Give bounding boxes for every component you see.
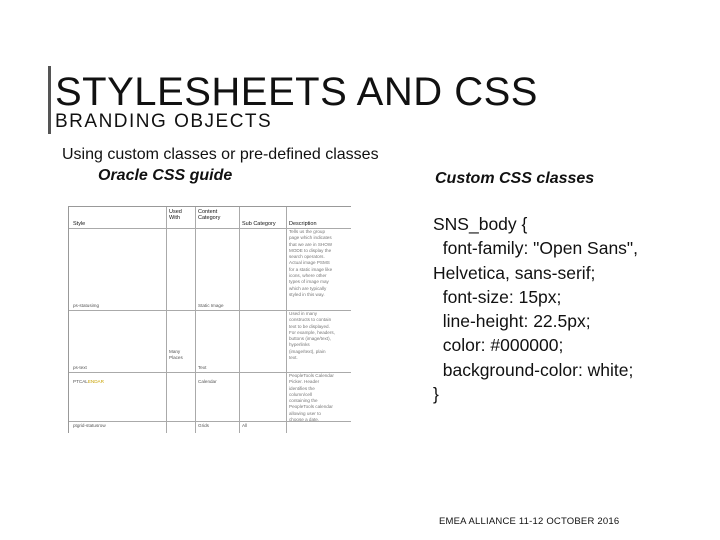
style-prefix: PTCAL <box>73 379 88 384</box>
description-line: allowing user to <box>289 410 321 416</box>
description-line: that we are in SHOW <box>289 241 333 247</box>
custom-css-code-block <box>433 212 638 406</box>
description-line: identifies the <box>289 385 315 391</box>
code-line: Helvetica, sans-serif; <box>433 262 596 283</box>
description-line: page which indicates <box>289 235 332 241</box>
description-line: Picker. Header <box>289 379 320 385</box>
description-line: For example, headers, <box>289 329 335 335</box>
slide-subtitle: BRANDING OBJECTS <box>55 111 273 132</box>
custom-css-heading: Custom CSS classes <box>435 170 595 187</box>
description-line: Actual image PSMS <box>289 260 330 266</box>
description-line: containing the <box>289 398 318 404</box>
description-line: buttons (image/text), <box>289 336 331 342</box>
style-highlight: ENDAR <box>87 379 104 384</box>
guide-caption: Oracle CSS guide <box>98 167 233 184</box>
code-line: background-color: white; <box>433 359 634 380</box>
table-cell-category: Static Image <box>198 303 224 308</box>
description-line: Used in many <box>289 311 318 316</box>
code-line: font-size: 15px; <box>433 286 562 307</box>
description-line: hyperlinks <box>289 342 310 348</box>
table-header-style: Style <box>73 221 86 227</box>
table-column-divider <box>195 207 196 433</box>
slide-title: STYLESHEETS AND CSS <box>55 70 538 114</box>
description-line: types of image may <box>289 279 329 285</box>
description-line: Tells us the group <box>289 229 326 234</box>
intro-text: Using custom classes or pre-defined classes <box>62 146 379 163</box>
table-cell-category: Text <box>198 365 207 370</box>
description-line: styled in this way. <box>289 291 325 297</box>
description-line: column/cell <box>289 391 312 397</box>
code-line: line-height: 22.5px; <box>433 311 591 332</box>
table-header-content-category: Content Category <box>198 209 221 221</box>
description-line: PeopleTools calendar <box>289 404 333 410</box>
title-accent-bar <box>48 66 51 134</box>
code-line: SNS_body { <box>433 214 528 234</box>
table-column-divider <box>166 207 167 433</box>
table-cell-category: Grids <box>198 423 209 428</box>
description-line: which are typically <box>289 285 327 291</box>
description-line: (image/text), plain <box>289 348 326 354</box>
description-line: MODE to display the <box>289 247 332 253</box>
table-header-description: Description <box>289 221 317 227</box>
table-cell-description <box>289 311 349 361</box>
description-line: constructs to contain <box>289 317 332 323</box>
code-line: } <box>433 384 439 405</box>
oracle-css-guide-table <box>68 206 351 433</box>
table-cell-style <box>73 379 104 385</box>
description-line: text to be displayed. <box>289 323 330 329</box>
table-cell-style: ps-statusimg <box>73 303 100 308</box>
table-cell-description <box>289 229 349 298</box>
code-line: font-family: "Open Sans", <box>433 238 639 259</box>
table-column-divider <box>239 207 240 433</box>
code-line: color: #000000; <box>433 335 564 356</box>
description-line: text. <box>289 355 298 361</box>
description-line: search operators. <box>289 254 325 260</box>
table-column-divider <box>286 207 287 433</box>
footer-text: EMEA ALLIANCE 11-12 OCTOBER 2016 <box>439 516 620 527</box>
table-cell-category: Calendar <box>198 379 217 384</box>
description-line: PeopleTools Calendar <box>289 373 334 378</box>
table-header-sub-category: Sub Category <box>242 221 276 227</box>
description-line: choose a date. <box>289 417 320 423</box>
description-line: icons, where other <box>289 273 327 279</box>
table-cell-sub-category: All <box>242 423 248 428</box>
table-cell-style: ps-text <box>73 365 87 370</box>
table-header-used-with: Used With <box>169 209 182 221</box>
description-line: for a static image like <box>289 266 333 272</box>
table-cell-used-with: Many Places <box>169 349 183 361</box>
table-cell-style: ptgrid-statusrow <box>73 423 106 428</box>
table-cell-description <box>289 373 349 423</box>
